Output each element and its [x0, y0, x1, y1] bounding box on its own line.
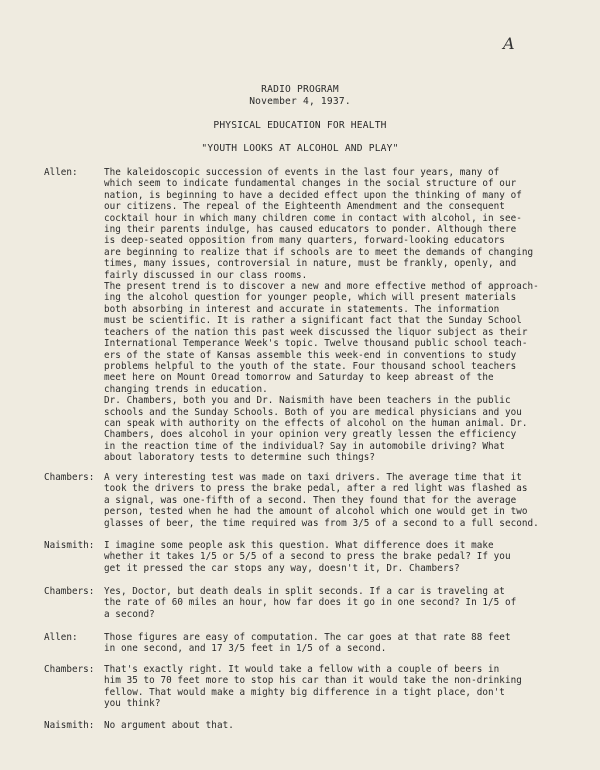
- text-line: about laboratory tests to determine such things?: [104, 452, 376, 464]
- handwritten-page-mark: A: [503, 34, 515, 53]
- program-label: RADIO PROGRAM: [261, 84, 339, 95]
- episode-title: "YOUTH LOOKS AT ALCOHOL AND PLAY": [201, 143, 399, 154]
- text-line: get it pressed the car stops any way, doesn't it, Dr. Chambers?: [104, 562, 460, 574]
- text-line: in one second, and 17 3/5 feet in 1/5 of a second.: [104, 643, 387, 655]
- text-line: a signal, was one-fifth of a second. Then they found that for the average: [104, 494, 517, 506]
- text-line: I imagine some people ask this question. What difference does it make: [104, 540, 494, 551]
- text-line: Dr. Chambers, both you and Dr. Naismith have been teachers in the public: [104, 395, 511, 407]
- text-line: The present trend is to discover a new and more effective method of approach-: [104, 281, 539, 293]
- text-line: Yes, Doctor, but death deals in split seconds. If a car is traveling at: [104, 586, 505, 597]
- text-line: meet here on Mount Oread tomorrow and Saturday to keep abreast of the: [104, 372, 494, 384]
- text-line: him 35 to 70 feet more to stop his car than it would take the non-drinking: [104, 675, 522, 687]
- speech-text: [104, 632, 574, 655]
- text-line: International Temperance Week's topic. Twelve thousand public school teach-: [104, 338, 528, 350]
- speech-text: [104, 472, 574, 529]
- text-line: ing their parents indulge, has caused educators to ponder. Although there: [104, 224, 517, 236]
- speaker-name: Chambers:: [44, 472, 95, 483]
- text-line: fairly discussed in our class rooms.: [104, 269, 308, 281]
- text-line: The kaleidoscopic succession of events in the last four years, many of: [104, 167, 500, 178]
- text-line: person, tested when he had the amount of alcohol which one would get in two: [104, 506, 528, 518]
- speech-text: [104, 540, 574, 574]
- speaker-name: Chambers:: [44, 664, 95, 675]
- text-line: whether it takes 1/5 or 5/5 of a second to press the brake pedal? If you: [104, 551, 511, 563]
- text-line: took the drivers to press the brake pedal, after a red light was flashed as: [104, 483, 528, 495]
- text-line: A very interesting test was made on taxi drivers. The average time that it: [104, 472, 522, 483]
- speech-text: [104, 586, 574, 620]
- text-line: cocktail hour in which many children come in contact with alcohol, in see-: [104, 212, 522, 224]
- text-line: No argument about that.: [104, 720, 234, 731]
- speaker-name: Chambers:: [44, 586, 95, 597]
- text-line: which seem to indicate fundamental changes in the social structure of our: [104, 178, 517, 190]
- text-line: times, many issues, controversial in nature, must be frankly, openly, and: [104, 258, 517, 270]
- text-line: problems helpful to the youth of the state. Four thousand school teachers: [104, 360, 517, 372]
- speech-text: [104, 720, 574, 731]
- text-line: the rate of 60 miles an hour, how far does it go in one second? In 1/5 of: [104, 597, 517, 609]
- text-line: changing trends in education.: [104, 383, 268, 395]
- text-line: can speak with authority on the effects of alcohol on the human animal. Dr.: [104, 417, 528, 429]
- text-line: Chambers, does alcohol in your opinion very greatly lessen the efficiency: [104, 429, 517, 441]
- text-line: you think?: [104, 698, 161, 710]
- speech-text: [104, 664, 574, 710]
- text-line: must be scientific. It is rather a significant fact that the Sunday School: [104, 315, 522, 327]
- text-line: ers of the state of Kansas assemble this week-end in conventions to study: [104, 349, 517, 361]
- text-line: schools and the Sunday Schools. Both of you are medical physicians and you: [104, 406, 522, 418]
- text-line: fellow. That would make a mighty big difference in a tight place, don't: [104, 686, 505, 698]
- text-line: teachers of the nation this past week discussed the liquor subject as their: [104, 326, 528, 338]
- text-line: are beginning to realize that if schools are to meet the demands of changing: [104, 246, 534, 258]
- text-line: a second?: [104, 608, 155, 620]
- text-line: is deep-seated opposition from many quarters, forward-looking educators: [104, 235, 505, 247]
- text-line: That's exactly right. It would take a fellow with a couple of beers in: [104, 664, 500, 675]
- speech-text: [104, 167, 574, 464]
- text-line: in the reaction time of the individual? Say in automobile driving? What: [104, 440, 505, 452]
- series-title: PHYSICAL EDUCATION FOR HEALTH: [213, 120, 387, 131]
- speaker-name: Naismith:: [44, 720, 95, 731]
- text-line: glasses of beer, the time required was from 3/5 of a second to a full second.: [104, 517, 539, 529]
- speaker-name: Allen:: [44, 167, 78, 178]
- text-line: nation, is beginning to have a decided effect upon the thinking of many of: [104, 189, 522, 201]
- text-line: both absorbing in interest and accurate in statements. The information: [104, 303, 500, 315]
- text-line: our citizens. The repeal of the Eighteenth Amendment and the consequent: [104, 201, 505, 213]
- speaker-name: Naismith:: [44, 540, 95, 551]
- speaker-name: Allen:: [44, 632, 78, 643]
- program-date: November 4, 1937.: [249, 96, 351, 107]
- text-line: Those figures are easy of computation. The car goes at that rate 88 feet: [104, 632, 511, 643]
- text-line: ing the alcohol question for younger people, which will present materials: [104, 292, 517, 304]
